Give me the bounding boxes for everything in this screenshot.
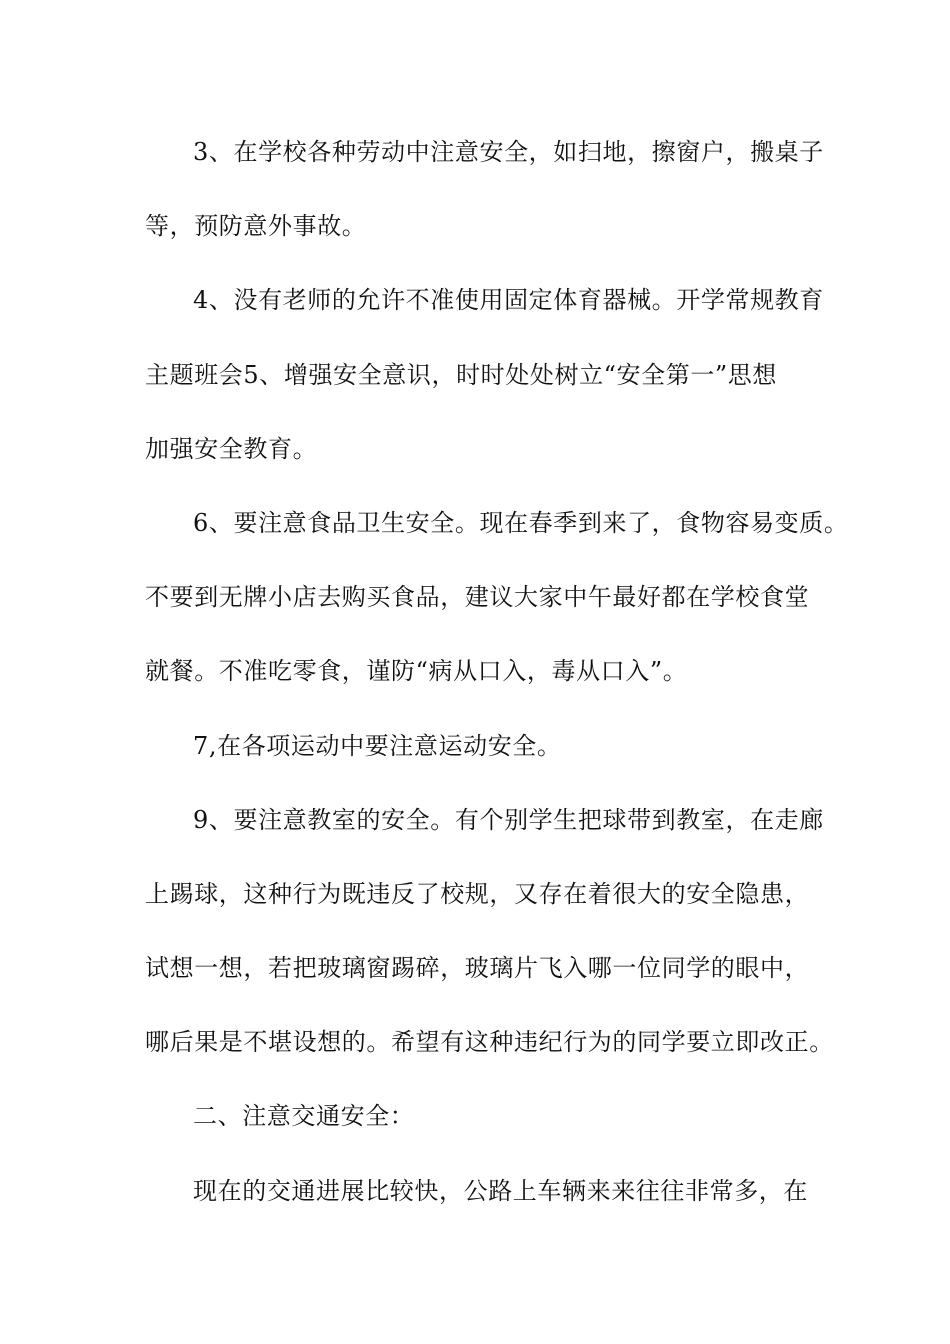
text-line: 4、没有老师的允许不准使用固定体育器械。开学常规教育 <box>193 286 824 315</box>
text-line: 7,在各项运动中要注意运动安全。 <box>193 731 562 760</box>
text-line: 上踢球，这种行为既违反了校规，又存在着很大的安全隐患， <box>145 879 810 908</box>
text-line: 3、在学校各种劳动中注意安全，如扫地，擦窗户，搬桌子 <box>193 138 824 166</box>
text-line: 试想一想，若把玻璃窗踢碎，玻璃片飞入哪一位同学的眼中， <box>145 954 810 983</box>
text-line: 加强安全教育。 <box>145 434 318 463</box>
text-line: 6、要注意食品卫生安全。现在春季到来了，食物容易变质。 <box>193 508 849 537</box>
text-line: 不要到无牌小店去购买食品，建议大家中午最好都在学校食堂 <box>145 583 810 612</box>
text-line: 哪后果是不堪设想的。希望有这种违纪行为的同学要立即改正。 <box>145 1028 834 1057</box>
text-line: 等，预防意外事故。 <box>145 212 367 241</box>
text-line: 二、注意交通安全： <box>193 1102 415 1131</box>
text-line: 主题班会5、增强安全意识，时时处处树立“安全第一”思想 <box>145 360 778 389</box>
text-line: 9、要注意教室的安全。有个别学生把球带到教室，在走廊 <box>193 805 824 834</box>
document-body <box>145 130 849 1243</box>
text-line: 现在的交通进展比较快，公路上车辆来来往往非常多，在 <box>193 1176 808 1205</box>
text-line: 就餐。不准吃零食，谨防“病从口入，毒从口入”。 <box>145 657 688 686</box>
